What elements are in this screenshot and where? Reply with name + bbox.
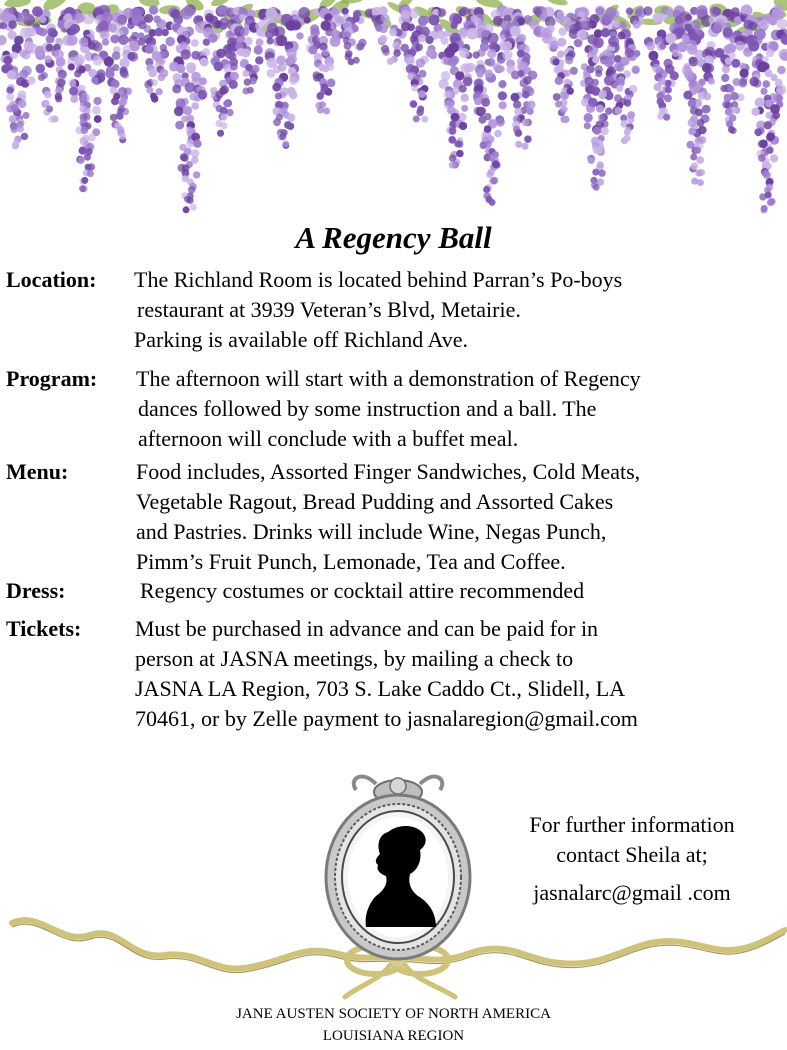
menu-text — [136, 457, 784, 577]
tickets-line: Must be purchased in advance and can be paid for in — [135, 616, 599, 641]
menu-line: Vegetable Ragout, Bread Pudding and Assorted Cakes — [136, 489, 614, 514]
contact-email: jasnalarc@gmail .com — [533, 880, 731, 905]
location-line: restaurant at 3939 Veteran’s Blvd, Metairie. — [137, 297, 521, 322]
tickets-line: 70461, or by Zelle payment to jasnalaregion@gmail.com — [135, 706, 638, 731]
location-line: The Richland Room is located behind Parran’s Po-boys — [134, 267, 623, 292]
dress-label: Dress: — [6, 578, 66, 603]
footer-region: LOUISIANA REGION — [322, 1028, 465, 1044]
tickets-text — [135, 614, 783, 734]
tickets-line: person at JASNA meetings, by mailing a check to — [135, 646, 574, 671]
program-text — [136, 364, 784, 454]
program-line: The afternoon will start with a demonstration of Regency — [136, 366, 641, 391]
footer-org-name: JANE AUSTEN SOCIETY OF NORTH AMERICA — [236, 1006, 551, 1022]
tickets-label: Tickets: — [6, 616, 82, 641]
dress-text — [140, 576, 787, 606]
menu-line: Food includes, Assorted Finger Sandwiches, Cold Meats, — [136, 459, 641, 484]
wisteria-garland-image — [0, 0, 787, 235]
page-title: A Regency Ball — [295, 220, 492, 255]
silhouette-cameo-image — [318, 762, 478, 967]
dress-line: Regency costumes or cocktail attire recommended — [140, 578, 585, 603]
location-text — [134, 265, 782, 355]
location-label: Location: — [6, 267, 97, 292]
program-line: afternoon will conclude with a buffet meal. — [138, 426, 519, 451]
contact-block — [482, 810, 782, 908]
contact-line: contact Sheila at; — [556, 842, 708, 867]
footer — [0, 1003, 787, 1047]
program-label: Program: — [6, 366, 98, 391]
contact-line: For further information — [529, 812, 735, 837]
tickets-line: JASNA LA Region, 703 S. Lake Caddo Ct., Slidell, LA — [135, 676, 626, 701]
menu-label: Menu: — [6, 459, 69, 484]
menu-line: and Pastries. Drinks will include Wine, Negas Punch, — [136, 519, 607, 544]
program-line: dances followed by some instruction and a ball. The — [138, 396, 597, 421]
location-line: Parking is available off Richland Ave. — [134, 327, 468, 352]
menu-line: Pimm’s Fruit Punch, Lemonade, Tea and Coffee. — [136, 549, 566, 574]
